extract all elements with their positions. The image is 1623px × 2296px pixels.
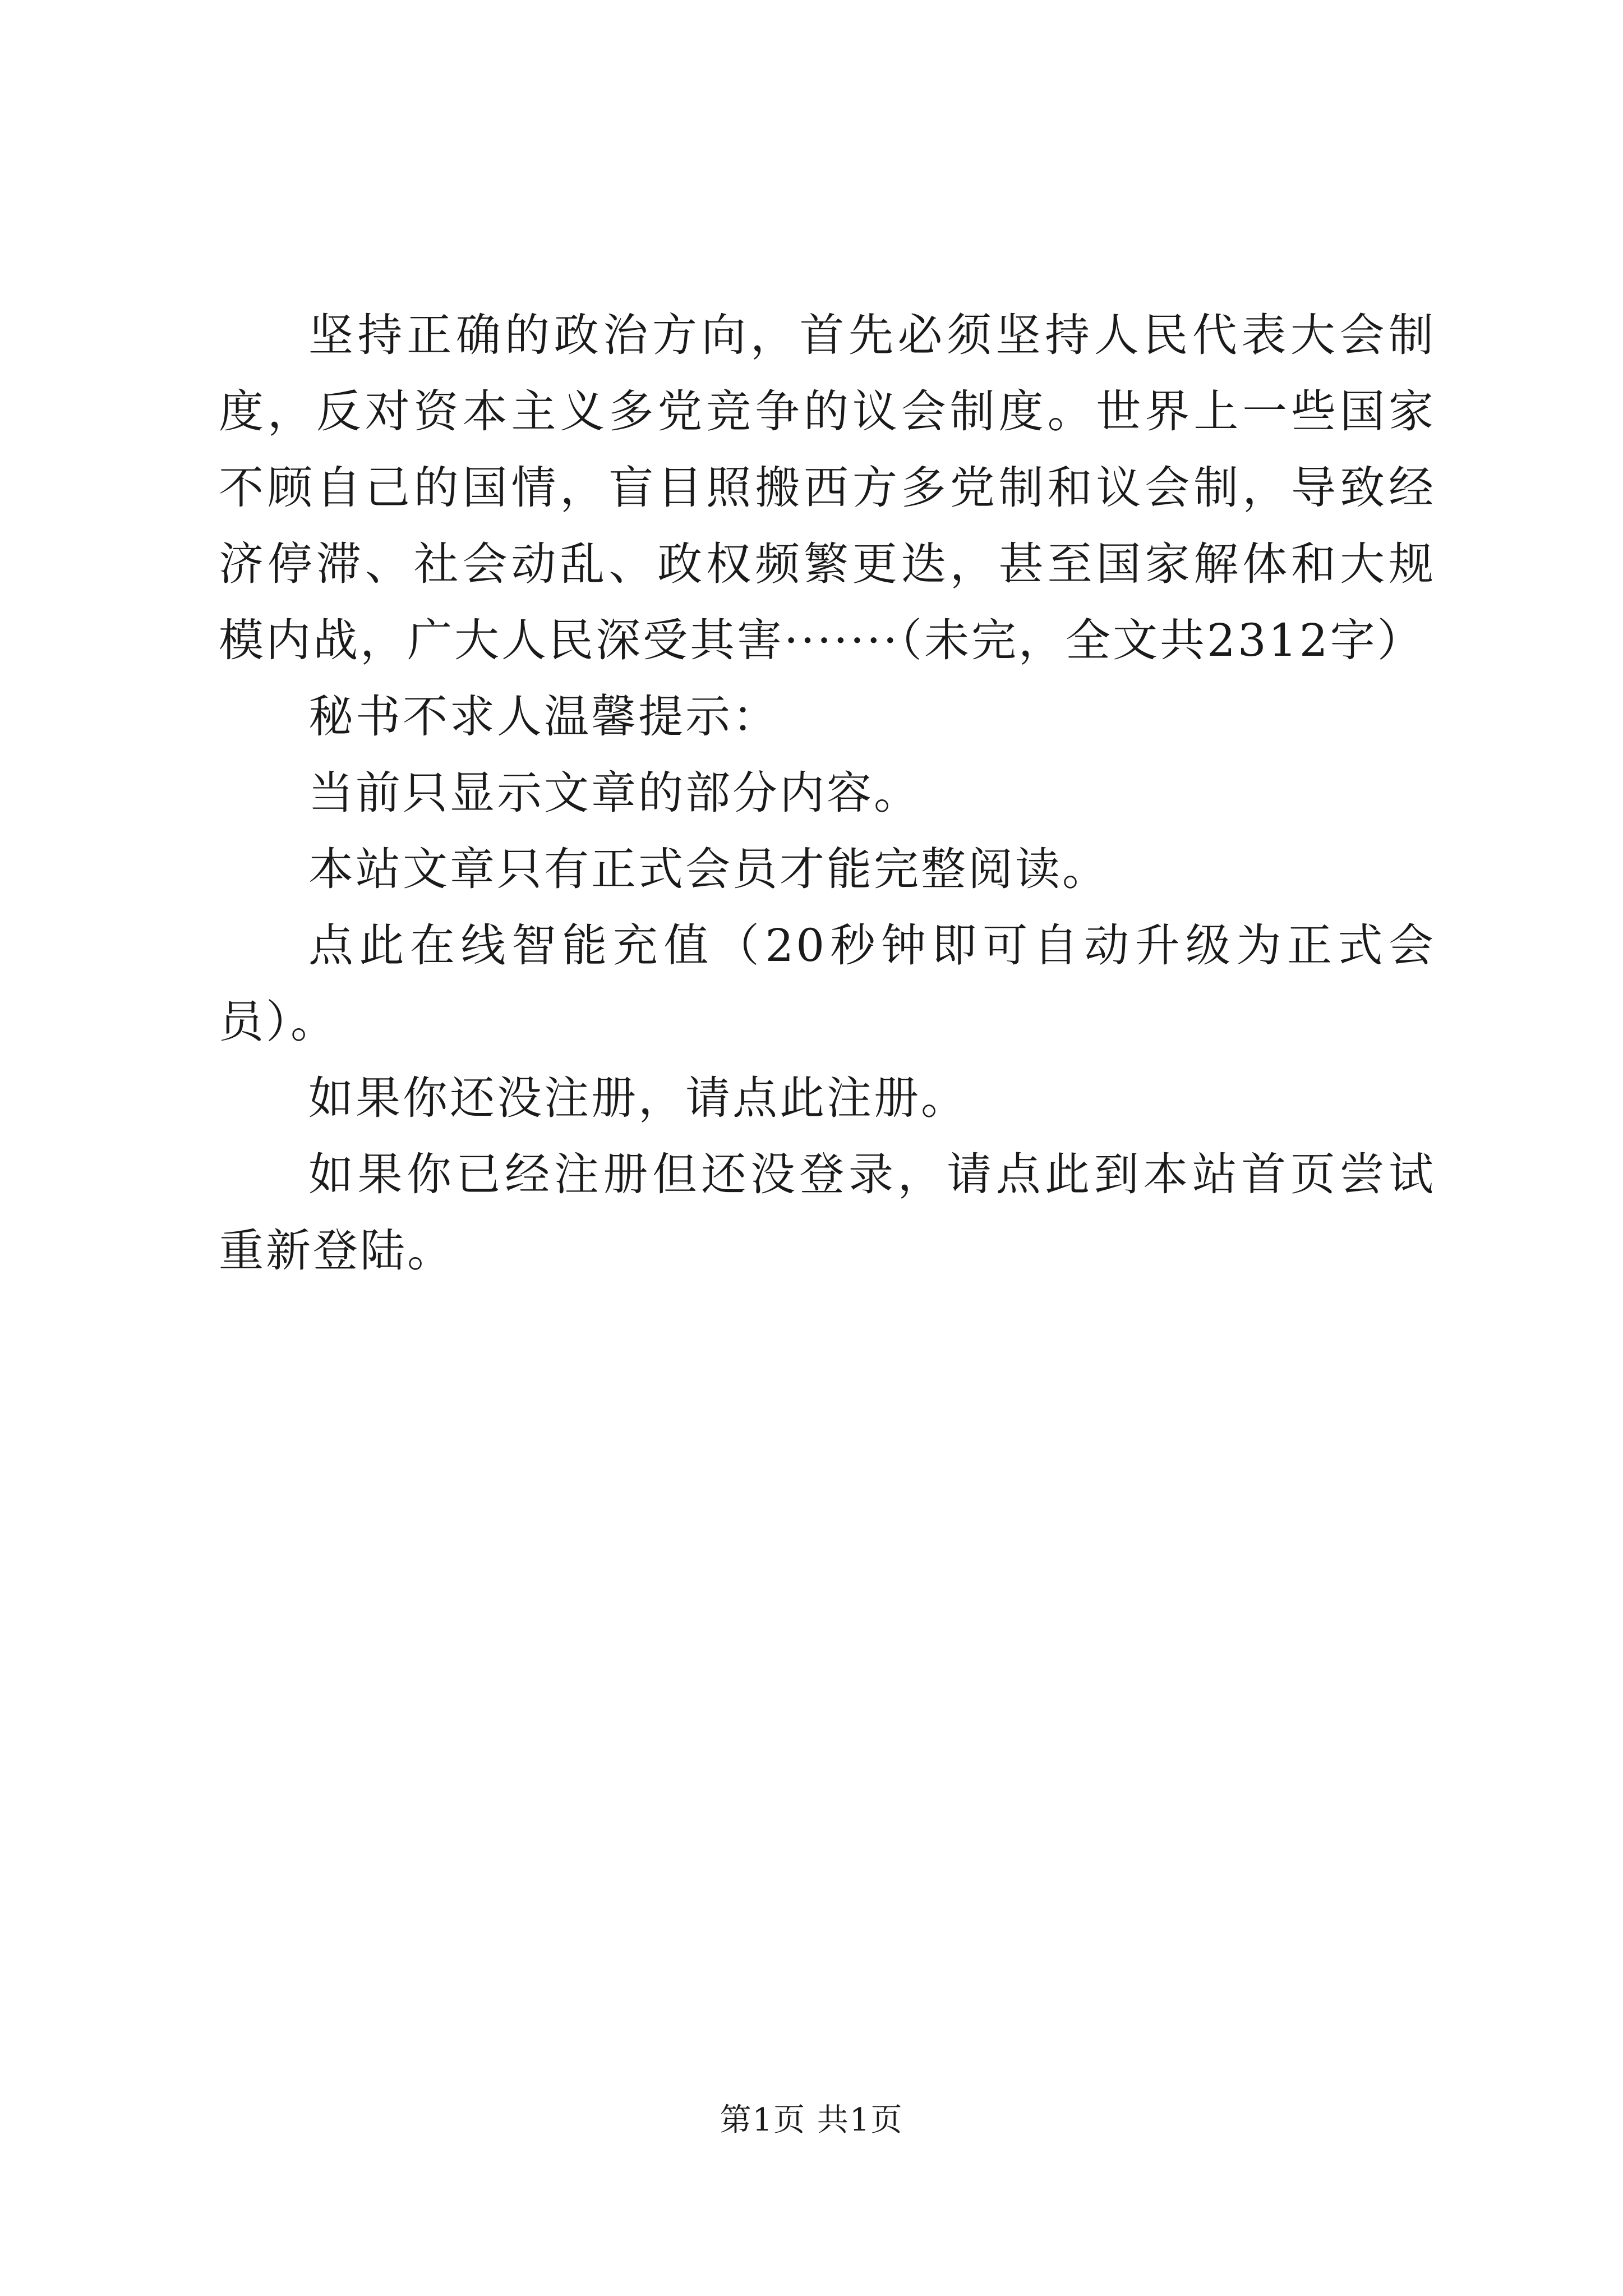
recharge-link[interactable]: 点此在线智能充值（20秒钟即可自动升级为正式会员）。 — [219, 919, 1436, 1048]
notice-heading: 秘书不求人温馨提示： — [308, 691, 780, 743]
login-link[interactable]: 如果你已经注册但还没登录，请点此到本站首页尝试重新登陆。 — [219, 1148, 1436, 1277]
page-number-footer: 第1页 共1页 — [720, 2102, 903, 2138]
notice-members-only: 本站文章只有正式会员才能完整阅读。 — [308, 843, 1109, 895]
register-link[interactable]: 如果你还没注册，请点此注册。 — [308, 1072, 968, 1124]
notice-partial-content: 当前只显示文章的部分内容。 — [308, 767, 921, 819]
body-paragraph: 坚持正确的政治方向，首先必须坚持人民代表大会制度，反对资本主义多党竞争的议会制度。世界上一些国家不顾自己的国情，盲目照搬西方多党制和议会制，导致经济停滞、社会动乱、政权频繁更迭，甚至国家解体和大规模内战，广大人民深受其害·······（未完，全文共2312字） — [219, 309, 1436, 666]
document-body — [219, 297, 1436, 1289]
